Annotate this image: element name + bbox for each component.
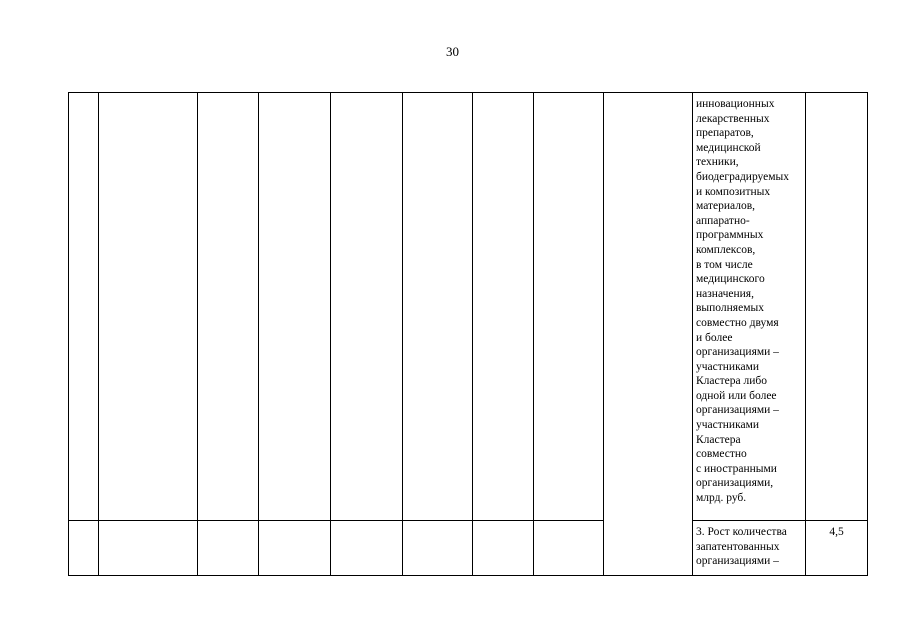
table-cell	[331, 93, 403, 521]
table-cell	[99, 93, 198, 521]
value-cell: 4,5	[806, 521, 868, 576]
table-cell	[69, 521, 99, 576]
table-cell	[99, 521, 198, 576]
table-cell	[403, 521, 473, 576]
table-cell	[473, 93, 534, 521]
table-row	[69, 93, 868, 521]
table-cell	[198, 93, 259, 521]
table-cell	[534, 521, 604, 576]
table-cell	[604, 93, 693, 576]
indicator-text-cell: 3. Рост количества запатентованных организациями –	[693, 521, 806, 576]
table-cell	[331, 521, 403, 576]
table-cell	[69, 93, 99, 521]
table-cell	[259, 521, 331, 576]
document-table	[68, 92, 868, 576]
indicator-text-cell: инновационных лекарственных препаратов, медицинской техники, биодеградируемых и композитных материалов, аппаратно- программных комплексов, в том числе медицинского назначения, выполняемых совместно двумя и более организациями – участниками Кластера либо одной или более организациями – участниками Кластера совместно с иностранными организациями, млрд. руб.	[693, 93, 806, 521]
value-cell	[806, 93, 868, 521]
table-row	[69, 521, 868, 576]
table-cell	[259, 93, 331, 521]
table-cell	[403, 93, 473, 521]
table-cell	[534, 93, 604, 521]
table-cell	[473, 521, 534, 576]
table-cell	[198, 521, 259, 576]
page-number: 30	[446, 44, 459, 59]
